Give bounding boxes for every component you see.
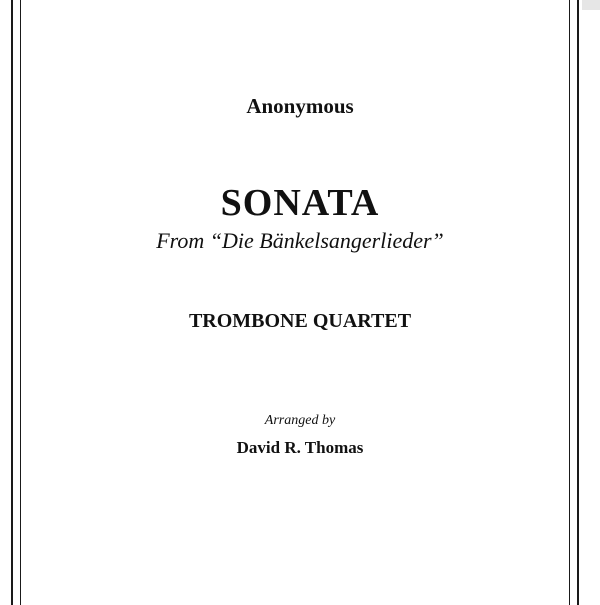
piece-title: SONATA — [220, 182, 380, 224]
arranged-by-label: Arranged by — [264, 413, 336, 428]
arranger-name: David R. Thomas — [236, 438, 364, 457]
inner-border-frame — [20, 0, 570, 605]
composer-name: Anonymous — [246, 94, 354, 118]
ensemble-label: TROMBONE QUARTET — [188, 310, 412, 332]
scan-corner-mark — [582, 0, 600, 10]
piece-subtitle: From “Die Bänkelsangerlieder” — [156, 228, 444, 253]
